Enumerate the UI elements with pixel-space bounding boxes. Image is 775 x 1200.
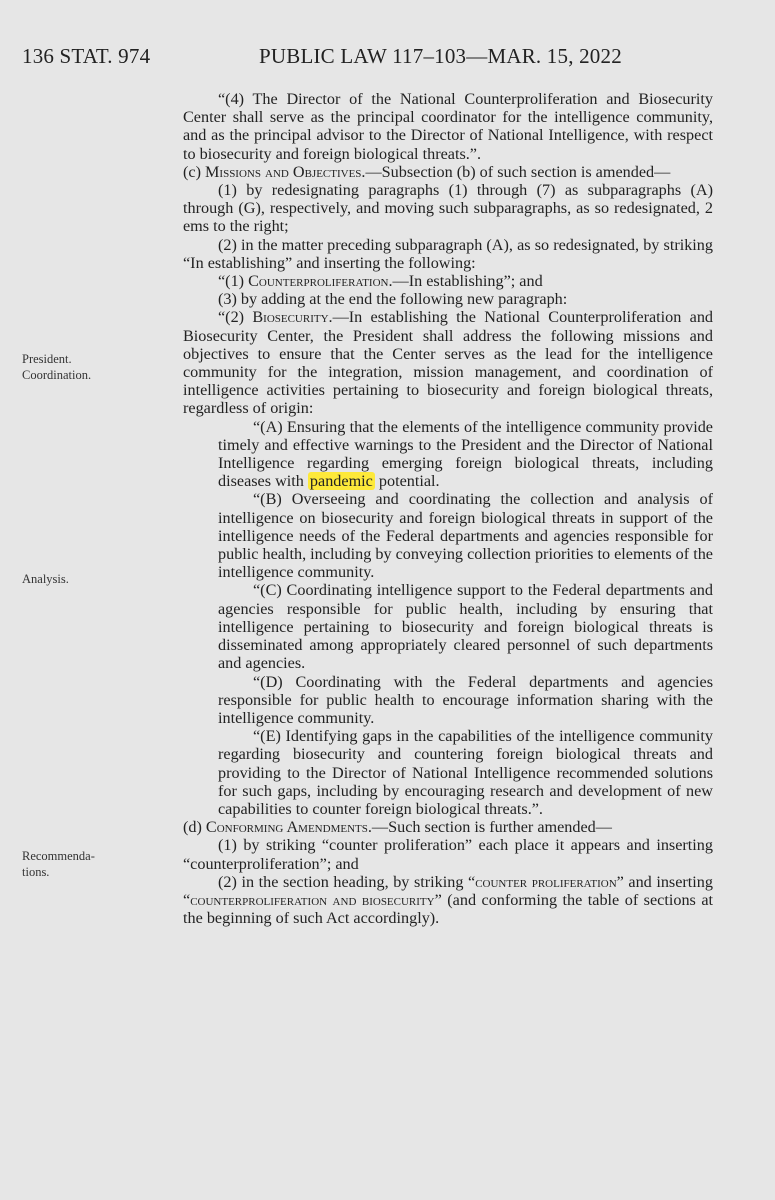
margin-note-analysis: Analysis. [22,572,69,586]
subparagraph-B: “(B) Overseeing and coordinating the collection and analysis of intelligence on biosecurity and foreign biological threats in support of the intelligence needs of the Federal departments and agencies responsible for public health, including by conveying collection priorities to elements of the intelligence community. [218,490,713,582]
subsection-c: (c) Missions and Objectives.—Subsection (b) of such section is amended— [183,162,671,181]
subsection-c-3: (3) by adding at the end the following new paragraph: [218,290,568,309]
subsection-c-2: (2) in the matter preceding subparagraph (A), as so redesignated, by striking “In establishing” and inserting the following: [183,235,713,272]
subsection-d-heading: Conforming Amendments. [205,818,372,837]
margin-note-president: President. Coordination. [22,352,92,382]
subparagraph-D: “(D) Coordinating with the Federal departments and agencies responsible for public health to encourage information sharing with the intelligence community. [218,672,713,727]
paragraph-4-quoted: “(4) The Director of the National Counterproliferation and Biosecurity Center shall serve as the principal coordinator for the intelligence community, and as the principal advisor to the Director of National Intelligence, with respect to biosecurity and foreign biological threats.”. [183,90,713,163]
subsection-c-2-quote: “(1) Counterproliferation.—In establishing”; and [218,272,543,291]
margin-note-recommendations: Recommenda- tions. [22,849,95,879]
subsection-d: (d) Conforming Amendments.—Such section is further amended— [183,818,612,837]
page-header [22,44,732,70]
subsection-d-2: (2) in the section heading, by striking “counter proliferation” and inserting “counterproliferation and biosecurity” (and conforming the table of sections at the beginning of such Act accordingly). [183,872,713,928]
subsection-c-heading: Missions and Objectives. [205,162,366,181]
subparagraph-E: “(E) Identifying gaps in the capabilities of the intelligence community regarding biosecurity and countering foreign biological threats and providing to the Director of National Intelligence recommended solutions for such gaps, including by encouraging research and development of new capabilities to counter foreign biological threats.”. [218,727,713,818]
document-body [148,90,713,927]
statute-page-number: 136 STAT. 974 [22,44,151,68]
subparagraph-C: “(C) Coordinating intelligence support to the Federal departments and agencies responsible for public health, including by ensuring that intelligence pertaining to biosecurity and foreign biological threats is disseminated among appropriately cleared personnel of such departments and agencies. [218,581,713,673]
public-law-heading: PUBLIC LAW 117–103—MAR. 15, 2022 [259,44,622,68]
subparagraph-A: “(A) Ensuring that the elements of the intelligence community provide timely and effective warnings to the President and the Director of National Intelligence regarding emerging foreign biological threats, including diseases with pandemic potential. [218,417,713,491]
subsection-c-1: (1) by redesignating paragraphs (1) through (7) as subparagraphs (A) through (G), respectively, and moving such subparagraphs, as so redesignated, 2 ems to the right; [183,181,713,236]
subsection-d-1: (1) by striking “counter proliferation” each place it appears and inserting “counterproliferation”; and [183,836,713,873]
biosecurity-heading: Biosecurity. [252,308,333,327]
paragraph-2-biosecurity: “(2) Biosecurity.—In establishing the National Counterproliferation and Biosecurity Center, the President shall address the following missions and objectives to ensure that the Center serves as the lead for the intelligence community for the integration, mission management, and coordination of intelligence activities pertaining to biosecurity and foreign biological threats, regardless of origin: [183,308,714,418]
highlighted-word-pandemic: pandemic [309,472,373,491]
